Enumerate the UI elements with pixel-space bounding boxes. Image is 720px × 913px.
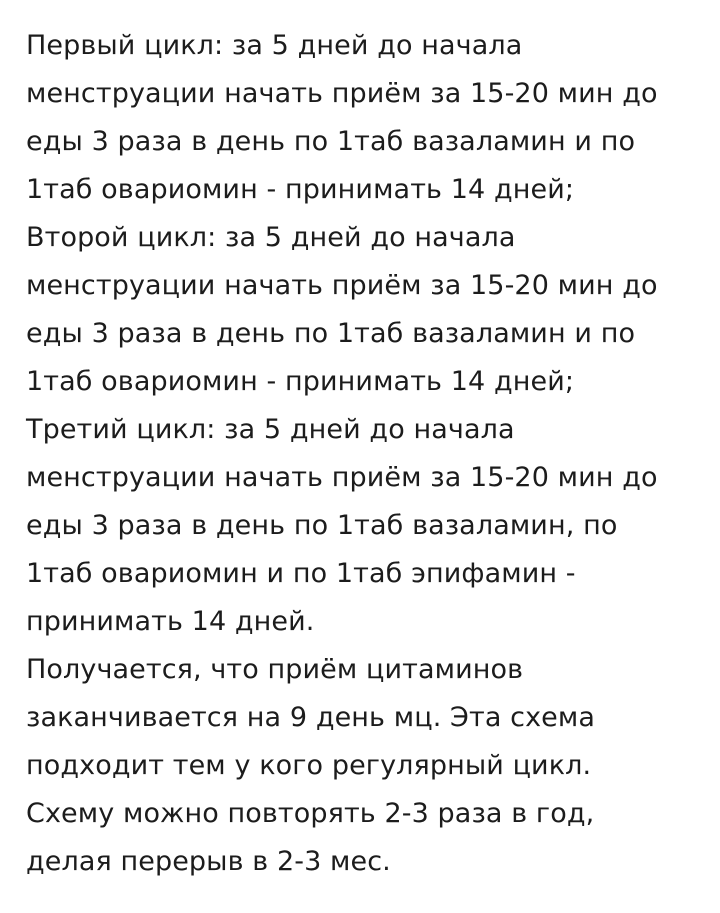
text-line: принимать 14 дней. [26,606,315,637]
text-line: Третий цикл: за 5 дней до начала [26,414,515,445]
text-line: менструации начать приём за 15-20 мин до [26,78,658,109]
text-line: Схему можно повторять 2-3 раза в год, [26,798,595,829]
third-cycle-paragraph [26,406,696,646]
text-line: еды 3 раза в день по 1таб вазаламин и по [26,126,636,157]
text-line: 1таб овариомин - принимать 14 дней; [26,174,575,205]
text-line: делая перерыв в 2-3 мес. [26,846,391,877]
text-line: Второй цикл: за 5 дней до начала [26,222,516,253]
text-line: менструации начать приём за 15-20 мин до [26,462,658,493]
text-line: 1таб овариомин - принимать 14 дней; [26,366,575,397]
text-line: подходит тем у кого регулярный цикл. [26,750,592,781]
summary-paragraph [26,646,696,886]
text-line: еды 3 раза в день по 1таб вазаламин и по [26,318,636,349]
text-line: заканчивается на 9 день мц. Эта схема [26,702,596,733]
first-cycle-paragraph [26,22,696,214]
text-line: еды 3 раза в день по 1таб вазаламин, по [26,510,618,541]
text-line: менструации начать приём за 15-20 мин до [26,270,658,301]
text-line: Первый цикл: за 5 дней до начала [26,30,523,61]
text-line: 1таб овариомин и по 1таб эпифамин - [26,558,576,589]
text-line: Получается, что приём цитаминов [26,654,524,685]
second-cycle-paragraph [26,214,696,406]
